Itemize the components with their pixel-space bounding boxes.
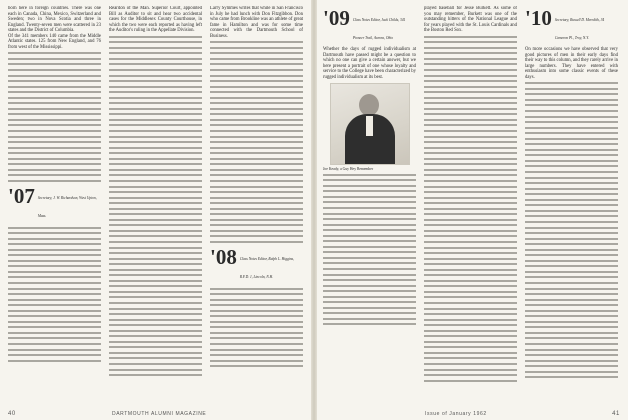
body-text-lines: [323, 172, 416, 327]
paragraph: Whether the days of rugged individualism at Dartmouth have passed might be a question to which no one can give a certain answer, but we here present a portrait of one whose loyalty and service to the College have been characterized by rugged individualism at its best.: [323, 47, 416, 80]
left-column-1: [8, 6, 101, 401]
body-text-lines: [210, 39, 303, 244]
class-secretary: Class Notes Editor, Ralph L. Higgins, R.F.D. 1, Lincoln, N.H.: [239, 256, 294, 279]
paragraph: played baseball for Jesse Burkett. As some of you may remember, Burkett was one of the outstanding hitters of the National League and for years played with the St. Louis Cardinals and the Boston Red Sox.: [424, 6, 517, 34]
paragraph: Larry Symmes writes that while in San Francisco in July he had lunch with Don Fitzgibbon. Don who came from Brookline was an athlete of great fame in Hamilton and was for some time connected with the Dartmouth School of Business.: [210, 6, 303, 39]
right-column-1: [323, 6, 416, 401]
footer-label: DARTMOUTH ALUMNI MAGAZINE: [112, 411, 207, 417]
left-column-2: [109, 6, 202, 401]
class-notes-editor: Class Notes Editor, Jack Childs, 341 Pioneer Trail, Aurora, Ohio: [352, 18, 406, 40]
paragraph: Reardon of the Man. Superior Court, appointed Bill as Auditor to sit and hear two accidental cases for the Middlesex County Courthouse, in which the two were each reported as having left the Auditor's ruling in the Appellate Division.: [109, 6, 202, 34]
page-number: 40: [8, 411, 16, 417]
left-page: [0, 0, 311, 420]
paragraph: On more occasions we have observed that very good pictures of men in their early days find their way to this column, and they rarely arrive in large numbers. They have entered with enthusiasm into some classic events of these days.: [525, 47, 618, 80]
body-text-lines: [8, 225, 101, 364]
right-page: [317, 0, 628, 420]
body-text-lines: [8, 50, 101, 183]
body-text-lines: [424, 34, 517, 383]
paragraph: Of the 341 members 140 came from the Middle Atlantic states. 125 from New England, and 76 from west of the Mississippi.: [8, 33, 101, 50]
class-year: '08: [210, 244, 237, 269]
body-text-lines: [525, 80, 618, 380]
page-number: 41: [612, 411, 620, 417]
class-heading: [525, 8, 618, 44]
class-secretary: Secretary, J. W. Richardson, West Upton, Mass.: [37, 195, 97, 218]
class-year: '10: [525, 6, 552, 30]
body-text-lines: [109, 34, 202, 378]
class-year: '07: [8, 183, 35, 208]
photo-caption: Joe Keady, a Guy Hey Remember: [323, 167, 374, 172]
right-column-3: [525, 6, 618, 401]
class-year: '09: [323, 6, 350, 30]
portrait-photo: [330, 83, 410, 165]
class-heading: [323, 8, 416, 44]
left-column-3: [210, 6, 303, 401]
class-secretary: Secretary, Russell D. Meredith, 34 Cameron Pl., Troy, N.Y.: [554, 18, 605, 40]
right-column-2: [424, 6, 517, 401]
paragraph: born here in foreign countries. There was one each in Canada, China, Mexico, Switzerland and Sweden; two in Nova Scotia and three in England. Twenty-seven men were scattered in 23 states and the District of Columbia.: [8, 6, 101, 34]
body-text-lines: [210, 286, 303, 369]
class-heading: [210, 244, 303, 283]
footer-label: Issue of January 1962: [425, 411, 487, 417]
class-heading: [8, 183, 101, 222]
